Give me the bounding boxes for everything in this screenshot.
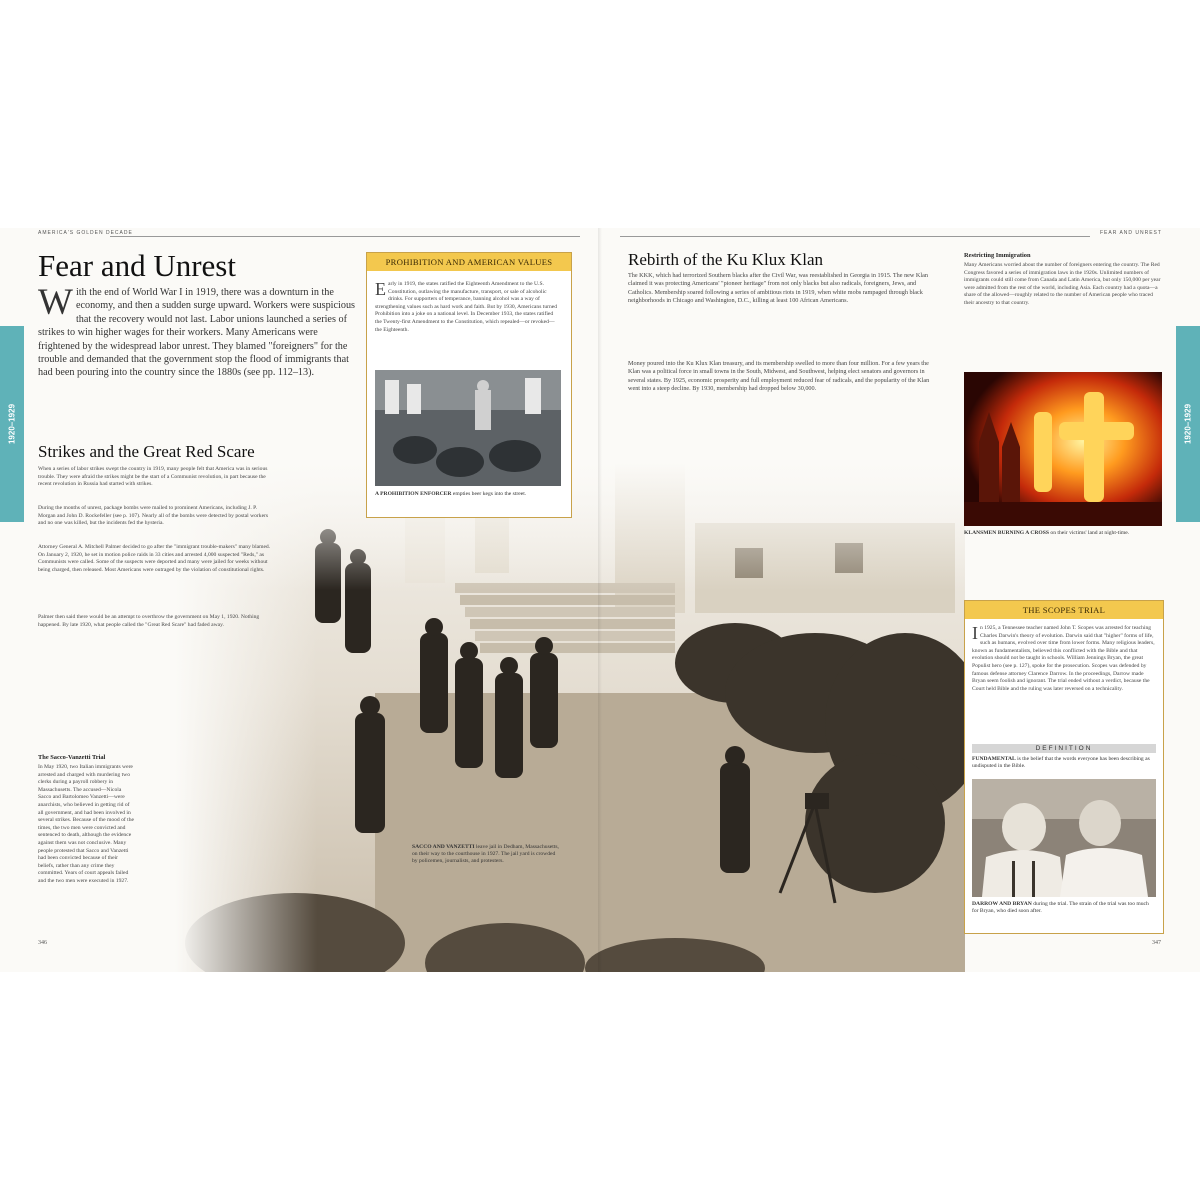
prohibition-body: arly in 1919, the states ratified the Eighteenth Amendment to the U.S. Constitution, outlawing the manufacture, transport, or sale of alcoholic drinks. For supporters of temperance, banning alcohol was a way of strengthening values such as hard work and faith. But by 1930, Americans turned Prohibition into a joke on a national level. In December 1933, the states ratified the Twenty-first Amendment to the Constitution, which repealed—or revoked—the Eighteenth. [375,281,558,333]
left-running-head: AMERICA'S GOLDEN DECADE [38,230,133,236]
left-chapter-tab [0,326,24,522]
intro-dropcap: W [38,282,73,323]
scopes-caption-text: during the trial. The strain of the trial was too much for Bryan, who died soon after. [972,901,1149,914]
scopes-photo-illustration [972,779,1156,897]
prohibition-header: PROHIBITION AND AMERICAN VALUES [367,253,571,271]
sacco-vanzetti-crowd-photo [175,463,965,972]
darrow-bryan-caption [972,901,1156,915]
klan-photo-illustration [964,372,1162,526]
definition-bar: DEFINITION [972,744,1156,753]
right-page-number: 347 [1152,940,1161,946]
klan-paragraph-2: Money poured into the Ku Klux Klan treasury, and its membership swelled to more than four million. For a few years the Klan was a political force in small towns in the South, Midwest, and Southwest, helping elect senators and governors in several states. By 1925, economic prosperity and full employment reduced fear of radicals, and the popularity of the Klan went into a steep decline. By 1930, membership had dropped below 30,000. [628,360,930,393]
klan-caption-text: on their victims' land at night-time. [1050,530,1130,536]
klan-cross-burning-photo [964,372,1162,526]
darrow-bryan-photo [972,779,1156,897]
right-chapter-tab [1176,326,1200,522]
klan-photo-caption [964,530,1162,537]
right-tab-label: 1920–1929 [1183,403,1193,445]
main-caption-bold: SACCO AND VANZETTI [412,844,475,850]
prohibition-caption-bold: A PROHIBITION ENFORCER [375,491,452,497]
scopes-caption-bold: DARROW AND BRYAN [972,901,1032,907]
definition-text [972,756,1156,770]
right-header-rule [620,236,1090,237]
prohibition-dropcap: E [375,279,386,299]
left-header-rule [110,236,580,237]
klan-caption-bold: KLANSMEN BURNING A CROSS [964,530,1050,536]
intro-text: ith the end of World War I in 1919, there was a downturn in the economy, and then a sudden surge upward. Workers were suspicious that the recovery would not last. Labor unions launched a series of strikes to win higher wages for their workers. Many Americans were frightened by the widespread labor unrest. They blamed "foreigners" for the trouble and demanded that the government stop the flood of immigrants that had been pouring into the country since the 1880s (see pp. 112–13). [38,287,356,379]
red-scare-paragraph-2: During the months of unrest, package bombs were mailed to prominent Americans, including J. P. Morgan and John D. Rockefeller (see p. 107). Nearly all of the bombs were detected by postal workers and no one was killed, but the incidents fed the hysteria. [38,505,269,527]
prohibition-sidebar [366,252,572,518]
section-title-red-scare: Strikes and the Great Red Scare [38,442,255,461]
sacco-vanzetti-heading: The Sacco-Vanzetti Trial [38,754,106,761]
page-title: Fear and Unrest [38,248,236,283]
restricting-immigration-heading: Restricting Immigration [964,252,1031,259]
intro-paragraph [38,282,358,380]
red-scare-paragraph-3: Attorney General A. Mitchell Palmer decided to go after the "immigrant trouble-makers" many blamed. On January 2, 1920, he set in motion police raids in 33 cities and arrested 4,000 suspected "Reds," as Communists were called. Some of the suspects were deported and many were jailed for weeks without being charged, then released. Most Americans were outraged by the violation of constitutional rights. [38,544,271,573]
restricting-immigration-text: Many Americans worried about the number of foreigners entering the country. The Red Congress favored a series of immigration laws in the 1920s. Unlimited numbers of immigrants could still come from Canada and Latin America, but only 150,000 per year were admitted from the rest of the world, including Asia. Each country had a quota—a share of the allowed—roughly related to the number of American people who traced their ancestry to that country. [964,262,1161,306]
left-page-number: 346 [38,940,47,946]
page-gutter [598,228,602,972]
sacco-vanzetti-photo-caption [412,844,562,865]
prohibition-enforcer-photo [375,370,561,486]
definition-term: FUNDAMENTAL [972,756,1016,762]
sacco-vanzetti-text: In May 1920, two Italian immigrants were arrested and charged with murdering two clerks during a payroll robbery in Massachusetts. The accused—Nicola Sacco and Bartolomeo Vanzetti—were anarchists, who believed in getting rid of all government, and had been involved in several strikes. Because of the mood of the times, the two men were convicted and sentenced to death, although the evidence against them was not conclusive. Many people protested that Sacco and Vanzetti had been convicted because of their beliefs, rather than any crime they committed. Years of court appeals failed and the two men were executed in 1927. [38,764,134,884]
red-scare-paragraph-4: Palmer then said there would be an attempt to overthrow the government on May 1, 1920. Nothing happened. By late 1920, what people called the "Great Red Scare" had faded away. [38,614,260,628]
klan-paragraph-1: The KKK, which had terrorized Southern blacks after the Civil War, was reestablished in Georgia in 1915. The new Klan claimed it was protecting Americans' "pioneer heritage" from not only blacks but also radicals, foreigners, Jews, and Catholics. Membership soared following a series of ambitious riots in 1919, when white mobs rampaged through black neighborhoods in Chicago and Washington, D.C., killing at least 100 African Americans. [628,272,928,305]
prohibition-text [375,281,561,334]
definition-body: is the belief that the words everyone has been describing as undisputed in the Bible. [972,756,1150,769]
scopes-header: THE SCOPES TRIAL [965,601,1163,619]
crowd-photo-illustration [175,463,965,972]
section-title-klan: Rebirth of the Ku Klux Klan [628,250,823,269]
scopes-trial-sidebar [964,600,1164,934]
prohibition-caption [375,491,561,498]
prohibition-caption-text: empties beer kegs into the street. [452,491,527,497]
red-scare-paragraph-1: When a series of labor strikes swept the country in 1919, many people felt that America was in serious trouble. They were afraid the strikes might be the start of a Communist revolution, in part because the recent revolution in Russia had started with strikes. [38,466,268,488]
book-spread [0,228,1200,972]
right-running-head: FEAR AND UNREST [1100,230,1162,236]
scopes-dropcap: I [972,623,978,643]
scopes-text [972,625,1156,693]
main-caption-text: leave jail in Dedham, Massachusetts, on their way to the courthouse in 1927. The jail yard is crowded by policemen, journalists, and protesters. [412,844,559,864]
prohibition-photo-illustration [375,370,561,486]
scopes-body: n 1925, a Tennessee teacher named John T. Scopes was arrested for teaching Charles Darwin's theory of evolution. Darwin said that "higher" forms of life, such as humans, evolved over time from lower forms. Many religious leaders, known as fundamentalists, believed this conflicted with the Bible and that evolution should not be taught in schools. William Jennings Bryan, the great Populist hero (see p. 127), spoke for the prosecution. Scopes was defended by famous defense attorney Clarence Darrow. In the proceedings, Darrow made Bryan seem foolish and ignorant. The trial ended without a verdict, because the Court held Bible and the ruling was later reversed on a technicality. [972,625,1155,692]
left-tab-label: 1920–1929 [7,403,17,445]
